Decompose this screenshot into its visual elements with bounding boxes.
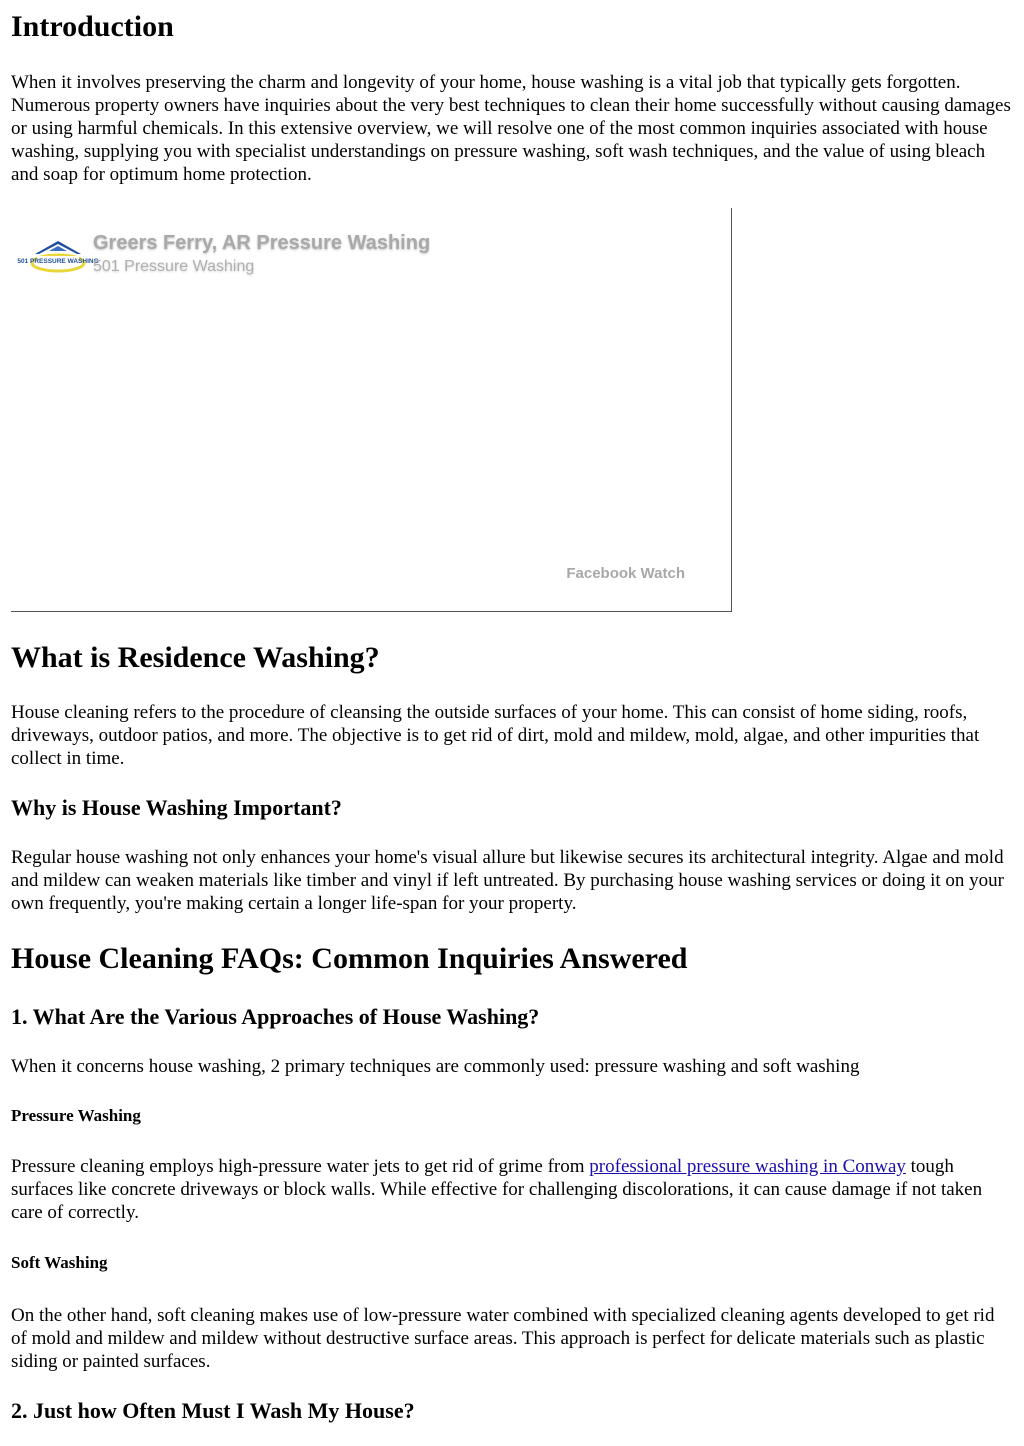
residence-paragraph: House cleaning refers to the procedure of cleansing the outside surfaces of your home. This can consist of home siding, roofs, driveways, outdoor patios, and more. The objective is to get rid of dirt, mold and mildew, mold, algae, and other impurities that collect in time. (11, 702, 980, 769)
q2-heading: 2. Just how Often Must I Wash My House? (11, 1398, 415, 1423)
intro-heading: Introduction (11, 10, 174, 43)
house-logo-icon (17, 238, 99, 274)
pressure-washing-heading: Pressure Washing (11, 1106, 141, 1125)
q1-heading: 1. What Are the Various Approaches of House Washing? (11, 1004, 540, 1029)
soft-washing-heading: Soft Washing (11, 1253, 108, 1272)
conway-pressure-washing-link[interactable]: professional pressure washing in Conway (589, 1156, 906, 1177)
video-title[interactable]: Greers Ferry, AR Pressure Washing (93, 232, 431, 254)
video-embed[interactable] (11, 208, 732, 612)
pressure-text-before: Pressure cleaning employs high-pressure water jets to get rid of grime from (11, 1156, 590, 1177)
soft-washing-paragraph: On the other hand, soft cleaning makes use of low-pressure water combined with specialized cleaning agents developed to get rid of mold and mildew and mildew without destructive surface areas. This approach is perfect for delicate materials such as plastic siding or painted surfaces. (11, 1305, 995, 1372)
pressure-washing-paragraph (11, 1155, 1015, 1224)
facebook-watch-label[interactable]: Facebook Watch (566, 565, 685, 582)
q1-paragraph: When it concerns house washing, 2 primary techniques are commonly used: pressure washing and soft washing (11, 1056, 860, 1077)
pressure-text-after: tough surfaces like concrete driveways or block walls. While effective for challenging discolorations, it can cause damage if not taken care of correctly. (11, 1156, 983, 1223)
importance-heading: Why is House Washing Important? (11, 795, 342, 820)
video-channel[interactable]: 501 Pressure Washing (93, 258, 255, 275)
intro-paragraph: When it involves preserving the charm and longevity of your home, house washing is a vital job that typically gets forgotten. Numerous property owners have inquiries about the very best techniques to clean their home successfully without causing damages or using harmful chemicals. In this extensive overview, we will resolve one of the most common inquiries associated with house washing, supplying you with specialist understandings on pressure washing, soft wash techniques, and the value of using bleach and soap for optimum home protection. (11, 72, 1011, 185)
residence-heading: What is Residence Washing? (11, 641, 380, 674)
faqs-heading: House Cleaning FAQs: Common Inquiries Answered (11, 942, 688, 975)
importance-paragraph: Regular house washing not only enhances your home's visual allure but likewise secures its architectural integrity. Algae and mold and mildew can weaken materials like timber and vinyl if left untreated. By purchasing house washing services or doing it on your own frequently, you're making certain a longer life-span for your property. (11, 847, 1005, 914)
logo-text: 501 PRESSURE WASHING (17, 258, 99, 265)
